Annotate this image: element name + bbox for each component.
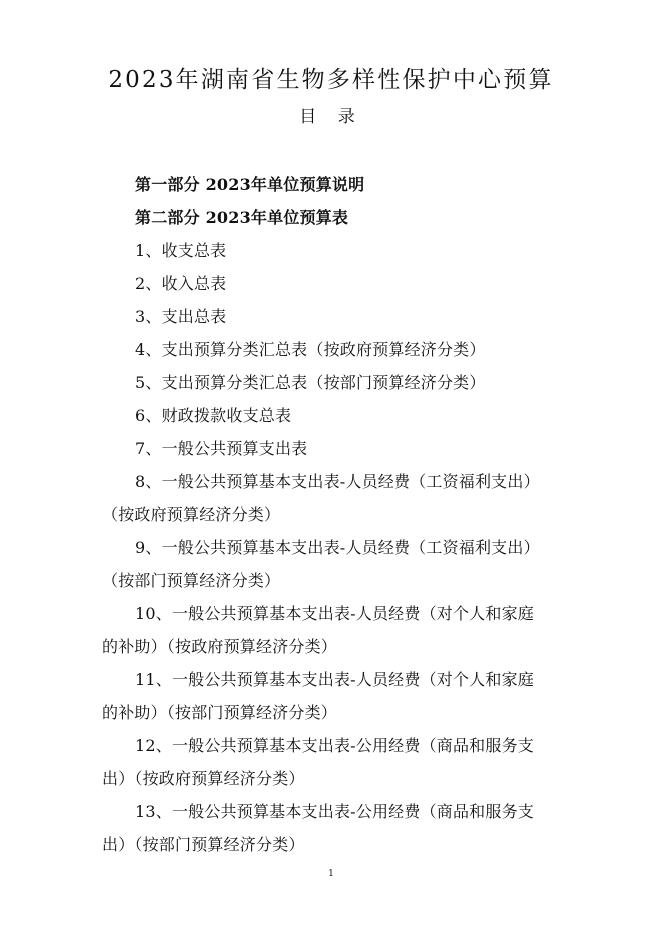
toc-item-label-continued: （按部门预算经济分类）: [102, 571, 281, 590]
toc-item-10: [102, 597, 564, 663]
toc-item-11: [102, 663, 564, 729]
table-of-contents: [102, 168, 564, 861]
toc-item-label-continued: （按政府预算经济分类）: [102, 505, 281, 524]
toc-item-8: [102, 465, 564, 531]
toc-item-label: 1、收支总表: [135, 241, 227, 260]
toc-item-13: [102, 795, 564, 861]
toc-part-label: 第二部分 2023年单位预算表: [135, 208, 349, 227]
toc-item-label: 7、一般公共预算支出表: [135, 439, 308, 458]
toc-item-4: [102, 333, 564, 366]
toc-item-1: [102, 234, 564, 267]
toc-item-label: 11、一般公共预算基本支出表-人员经费（对个人和家庭: [135, 670, 534, 689]
toc-item-5: [102, 366, 564, 399]
toc-item-3: [102, 300, 564, 333]
toc-item-9: [102, 531, 564, 597]
toc-item-12: [102, 729, 564, 795]
toc-part-2: [102, 201, 564, 234]
page-number: 1: [328, 869, 334, 879]
toc-item-label: 13、一般公共预算基本支出表-公用经费（商品和服务支: [135, 802, 534, 821]
toc-item-label: 5、支出预算分类汇总表（按部门预算经济分类）: [135, 373, 486, 392]
toc-item-label: 3、支出总表: [135, 307, 227, 326]
toc-item-label: 9、一般公共预算基本支出表-人员经费（工资福利支出）: [135, 538, 540, 557]
toc-item-7: [102, 432, 564, 465]
toc-item-label-continued: 出）（按政府预算经济分类）: [102, 769, 305, 788]
toc-item-label: 6、财政拨款收支总表: [135, 406, 292, 425]
toc-item-label-continued: 的补助）（按政府预算经济分类）: [102, 637, 338, 656]
toc-item-2: [102, 267, 564, 300]
toc-item-label: 4、支出预算分类汇总表（按政府预算经济分类）: [135, 340, 486, 359]
document-title: 2023年湖南省生物多样性保护中心预算: [108, 67, 554, 93]
toc-item-label: 12、一般公共预算基本支出表-公用经费（商品和服务支: [135, 736, 534, 755]
toc-item-label: 8、一般公共预算基本支出表-人员经费（工资福利支出）: [135, 472, 540, 491]
toc-heading: 目 录: [299, 107, 363, 127]
toc-part-1: [102, 168, 564, 201]
toc-item-label: 2、收入总表: [135, 274, 227, 293]
toc-item-label-continued: 出）（按部门预算经济分类）: [102, 835, 305, 854]
toc-item-label: 10、一般公共预算基本支出表-人员经费（对个人和家庭: [135, 604, 534, 623]
toc-item-label-continued: 的补助）（按部门预算经济分类）: [102, 703, 338, 722]
toc-part-label: 第一部分 2023年单位预算说明: [135, 175, 365, 194]
toc-item-6: [102, 399, 564, 432]
